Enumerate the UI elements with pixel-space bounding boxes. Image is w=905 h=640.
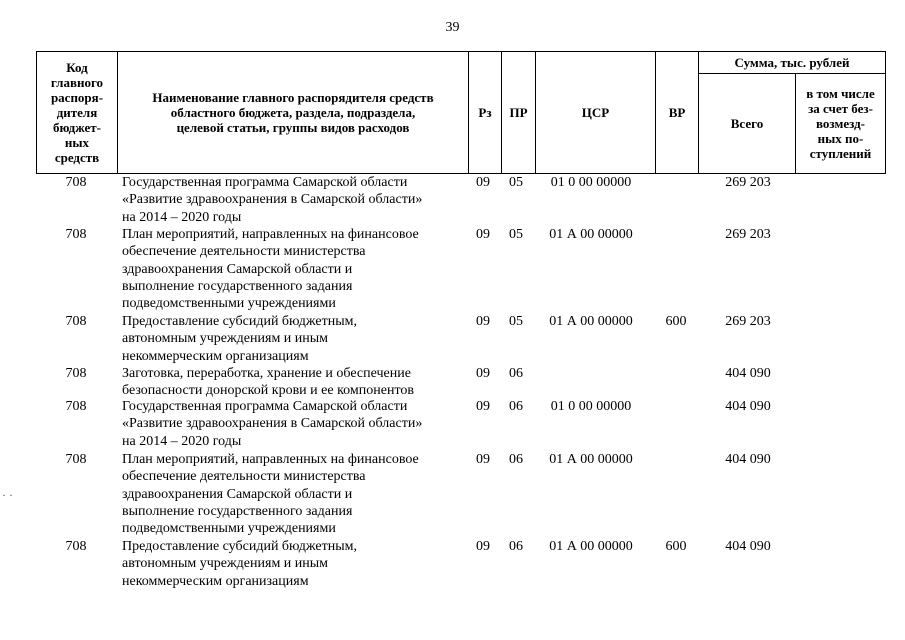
row-csr: 01 А 00 00000 <box>549 314 633 329</box>
table-row <box>36 313 886 365</box>
row-rz: 09 <box>476 227 490 242</box>
row-name: Предоставление субсидий бюджетным, автономным учреждениям и иным некоммерческим организациям <box>122 539 358 589</box>
table-row <box>36 398 886 450</box>
row-rz: 09 <box>476 314 490 329</box>
row-code: 708 <box>65 539 87 554</box>
header-name: Наименование главного распорядителя средств областного бюджета, раздела, подраздела, целевой статьи, группы видов расходов <box>152 90 434 135</box>
header-grants: в том числе за счет без- возмезд- ных по- ступлений <box>806 86 875 161</box>
row-rz: 09 <box>476 539 490 554</box>
row-total: 404 090 <box>725 399 771 414</box>
table-row <box>36 226 886 313</box>
row-csr: 01 А 00 00000 <box>549 539 633 554</box>
row-csr: 01 0 00 00000 <box>550 175 632 190</box>
row-name: План мероприятий, направленных на финансовое обеспечение деятельности министерства здравоохранения Самарской области и выполнение государственного задания подведомственными учреждениями <box>122 227 419 312</box>
row-total: 269 203 <box>725 314 771 329</box>
row-code: 708 <box>65 314 87 329</box>
table-row <box>36 365 886 400</box>
row-pr: 06 <box>509 399 523 414</box>
row-code: 708 <box>65 227 87 242</box>
row-pr: 06 <box>509 366 523 381</box>
row-name: План мероприятий, направленных на финансовое обеспечение деятельности министерства здравоохранения Самарской области и выполнение государственного задания подведомственными учреждениями <box>122 452 419 537</box>
row-pr: 06 <box>509 539 523 554</box>
table-header <box>36 51 886 174</box>
row-csr: 01 А 00 00000 <box>549 227 633 242</box>
row-code: 708 <box>65 399 87 414</box>
row-vr: 600 <box>665 314 687 329</box>
header-total: Всего <box>730 116 764 131</box>
page-number: 39 <box>445 20 460 35</box>
table-row <box>36 174 886 226</box>
row-code: 708 <box>65 175 87 190</box>
table-row <box>36 451 886 538</box>
header-code-lines: Код главного распоря- дителя бюджет- ных средств <box>50 60 104 165</box>
row-pr: 05 <box>509 314 523 329</box>
row-rz: 09 <box>476 452 490 467</box>
row-total: 269 203 <box>725 227 771 242</box>
row-csr: 01 0 00 00000 <box>550 399 632 414</box>
row-pr: 05 <box>509 175 523 190</box>
scan-artifact: · · <box>2 488 13 502</box>
header-rz: Рз <box>478 105 492 120</box>
row-code: 708 <box>65 452 87 467</box>
row-name: Государственная программа Самарской области «Развитие здравоохранения в Самарской области» на 2014 – 2020 годы <box>122 399 423 449</box>
row-vr: 600 <box>665 539 687 554</box>
table-row <box>36 538 886 590</box>
row-pr: 05 <box>509 227 523 242</box>
row-total: 404 090 <box>725 539 771 554</box>
row-total: 404 090 <box>725 452 771 467</box>
row-total: 269 203 <box>725 175 771 190</box>
header-vr: ВР <box>668 105 686 120</box>
header-csr: ЦСР <box>581 105 610 120</box>
header-code <box>37 52 117 173</box>
row-name: Государственная программа Самарской области «Развитие здравоохранения в Самарской области» на 2014 – 2020 годы <box>122 175 423 225</box>
header-sum: Сумма, тыс. рублей <box>734 55 850 70</box>
row-total: 404 090 <box>725 366 771 381</box>
row-rz: 09 <box>476 399 490 414</box>
row-rz: 09 <box>476 175 490 190</box>
row-pr: 06 <box>509 452 523 467</box>
row-csr: 01 А 00 00000 <box>549 452 633 467</box>
row-code: 708 <box>65 366 87 381</box>
row-name: Заготовка, переработка, хранение и обеспечение безопасности донорской крови и ее компонентов <box>122 366 415 399</box>
header-pr: ПР <box>509 105 528 120</box>
row-name: Предоставление субсидий бюджетным, автономным учреждениям и иным некоммерческим организациям <box>122 314 358 364</box>
row-rz: 09 <box>476 366 490 381</box>
